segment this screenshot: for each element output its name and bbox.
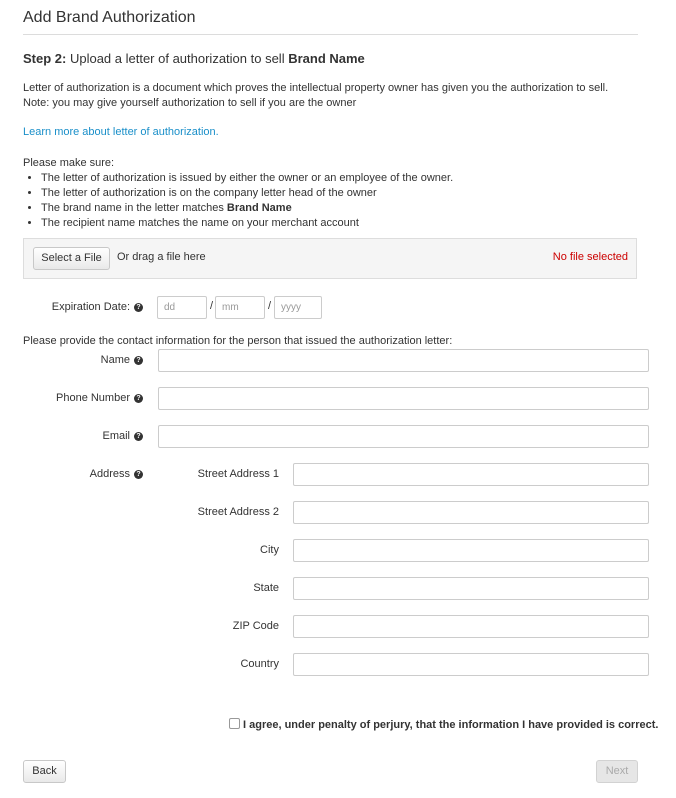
street2-input[interactable] <box>293 501 649 524</box>
expiration-day-input[interactable]: dd <box>157 296 207 319</box>
requirement-item: • The brand name in the letter matches Brand Name <box>41 201 453 216</box>
select-file-button[interactable]: Select a File <box>33 247 110 270</box>
zip-label: ZIP Code <box>232 620 279 632</box>
name-input[interactable] <box>158 349 649 372</box>
help-icon[interactable]: ? <box>134 470 143 479</box>
contact-lead: Please provide the contact information for the person that issued the authorization letter: <box>23 335 453 347</box>
address-label: Address ? <box>30 468 143 480</box>
description-line-1: Letter of authorization is a document which proves the intellectual property owner has given you the authorization to sell. <box>23 82 609 94</box>
expiration-year-input[interactable]: yyyy <box>274 296 322 319</box>
email-input[interactable] <box>158 425 649 448</box>
requirements-lead: Please make sure: <box>23 157 115 169</box>
learn-more-link[interactable]: Learn more about letter of authorization. <box>23 126 219 138</box>
next-button[interactable]: Next <box>596 760 638 783</box>
requirement-item: • The recipient name matches the name on your merchant account <box>41 216 453 231</box>
file-status: No file selected <box>552 251 628 263</box>
zip-input[interactable] <box>293 615 649 638</box>
help-icon[interactable]: ? <box>134 432 143 441</box>
step-text: Upload a letter of authorization to sell <box>66 51 289 66</box>
requirements-list <box>23 156 453 231</box>
requirement-item: • The letter of authorization is on the company letter head of the owner <box>41 186 453 201</box>
description <box>23 81 638 111</box>
requirement-item: • The letter of authorization is issued by either the owner or an employee of the owner. <box>41 171 453 186</box>
help-icon[interactable]: ? <box>134 356 143 365</box>
step-heading <box>23 51 365 66</box>
expiration-label: Expiration Date: ? <box>30 301 143 313</box>
title-divider <box>23 34 638 35</box>
date-separator: / <box>210 300 214 312</box>
name-label: Name ? <box>30 354 143 366</box>
state-input[interactable] <box>293 577 649 600</box>
date-separator: / <box>268 300 272 312</box>
back-button[interactable]: Back <box>23 760 66 783</box>
street2-label: Street Address 2 <box>197 506 279 518</box>
country-label: Country <box>240 658 279 670</box>
country-input[interactable] <box>293 653 649 676</box>
email-label: Email ? <box>30 430 143 442</box>
street1-label: Street Address 1 <box>197 468 279 480</box>
drag-hint: Or drag a file here <box>117 251 206 263</box>
file-upload-dropzone[interactable] <box>23 238 637 279</box>
expiration-month-input[interactable]: mm <box>215 296 265 319</box>
agree-text[interactable]: I agree, under penalty of perjury, that the information I have provided is correct. <box>243 719 659 731</box>
step-prefix: Step 2: <box>23 51 67 66</box>
phone-input[interactable] <box>158 387 649 410</box>
city-label: City <box>260 544 279 556</box>
agree-checkbox[interactable] <box>229 718 240 729</box>
help-icon[interactable]: ? <box>134 303 143 312</box>
help-icon[interactable]: ? <box>134 394 143 403</box>
city-input[interactable] <box>293 539 649 562</box>
state-label: State <box>253 582 279 594</box>
phone-label: Phone Number ? <box>30 392 143 404</box>
page-title: Add Brand Authorization <box>23 9 196 26</box>
step-brand: Brand Name <box>288 51 365 66</box>
street1-input[interactable] <box>293 463 649 486</box>
description-line-2: Note: you may give yourself authorization to sell if you are the owner <box>23 97 357 109</box>
agree-row <box>229 718 658 731</box>
